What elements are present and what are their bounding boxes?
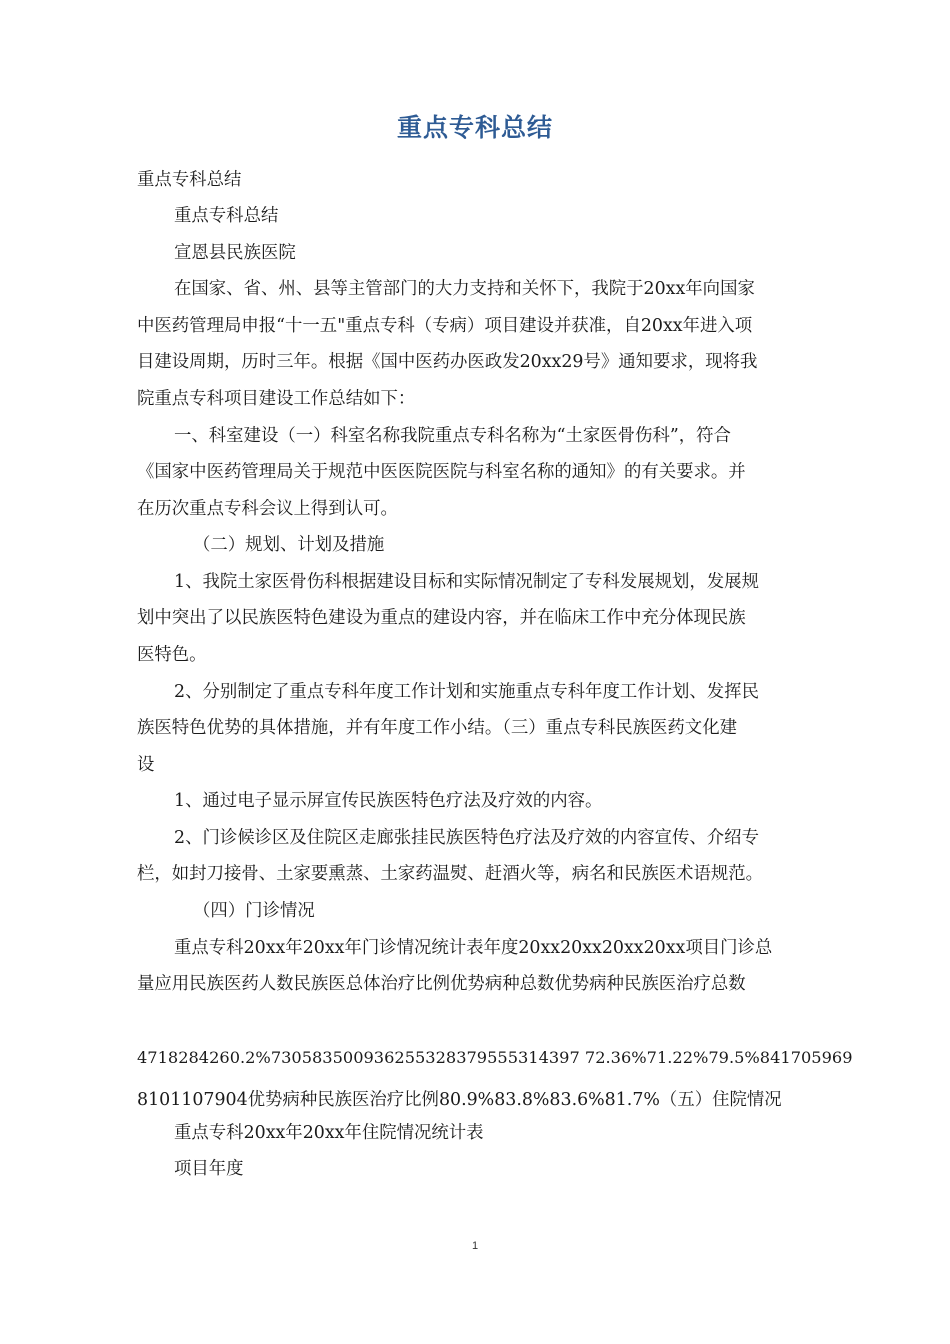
paragraph-line: 项目年度 xyxy=(174,1159,244,1179)
paragraph-line: 量应用民族医药人数民族医总体治疗比例优势病种总数优势病种民族医治疗总数 xyxy=(137,974,746,994)
paragraph-line: 中医药管理局申报“十一五"重点专科（专病）项目建设并获准，自20xx年进入项 xyxy=(137,316,753,336)
paragraph-line: 2、分别制定了重点专科年度工作计划和实施重点专科年度工作计划、发挥民 xyxy=(174,682,759,702)
paragraph-line: 一、科室建设（一）科室名称我院重点专科名称为“土家医骨伤科”，符合 xyxy=(174,426,731,446)
paragraph-line: 重点专科20xx年20xx年住院情况统计表 xyxy=(174,1123,484,1143)
paragraph-line: 在历次重点专科会议上得到认可。 xyxy=(137,499,398,519)
paragraph-line: 栏，如封刀接骨、土家要熏蒸、土家药温熨、赶酒火等，病名和民族医术语规范。 xyxy=(137,864,764,884)
paragraph-line: 目建设周期，历时三年。根据《国中医药办医政发20xx29号》通知要求，现将我 xyxy=(137,352,758,372)
paragraph-line: 1、我院土家医骨伤科根据建设目标和实际情况制定了专科发展规划，发展规 xyxy=(174,572,759,592)
paragraph-line: 院重点专科项目建设工作总结如下： xyxy=(137,389,416,409)
paragraph-line: 重点专科总结 xyxy=(174,206,279,226)
paragraph-line: 重点专科20xx年20xx年门诊情况统计表年度20xx20xx20xx20xx项目门诊总 xyxy=(174,938,773,958)
paragraph-line: 划中突出了以民族医特色建设为重点的建设内容，并在临床工作中充分体现民族 xyxy=(137,608,746,628)
page-number: 1 xyxy=(471,1240,479,1252)
paragraph-line: 医特色。 xyxy=(137,645,207,665)
section-heading: （二）规划、计划及措施 xyxy=(193,535,385,555)
paragraph-line: 重点专科总结 xyxy=(137,170,242,190)
table-data-line: 4718284260.2%730583500936255328379555314397 72.36%71.22%79.5%841705969 xyxy=(137,1048,853,1067)
paragraph-line: 族医特色优势的具体措施，并有年度工作小结。（三）重点专科民族医药文化建 xyxy=(137,718,737,738)
paragraph-line: 在国家、省、州、县等主管部门的大力支持和关怀下，我院于20xx年向国家 xyxy=(174,279,755,299)
document-title: 重点专科总结 xyxy=(396,113,553,142)
paragraph-line: 2、门诊候诊区及住院区走廊张挂民族医特色疗法及疗效的内容宣传、介绍专 xyxy=(174,828,759,848)
table-data-line: 8101107904优势病种民族医治疗比例80.9%83.8%83.6%81.7%（五）住院情况 xyxy=(137,1090,782,1110)
paragraph-line: 设 xyxy=(137,755,155,775)
paragraph-line: 宣恩县民族医院 xyxy=(174,243,296,263)
section-heading: （四）门诊情况 xyxy=(193,901,315,921)
paragraph-line: 1、通过电子显示屏宣传民族医特色疗法及疗效的内容。 xyxy=(174,791,603,811)
paragraph-line: 《国家中医药管理局关于规范中医医院医院与科室名称的通知》的有关要求。并 xyxy=(137,462,746,482)
